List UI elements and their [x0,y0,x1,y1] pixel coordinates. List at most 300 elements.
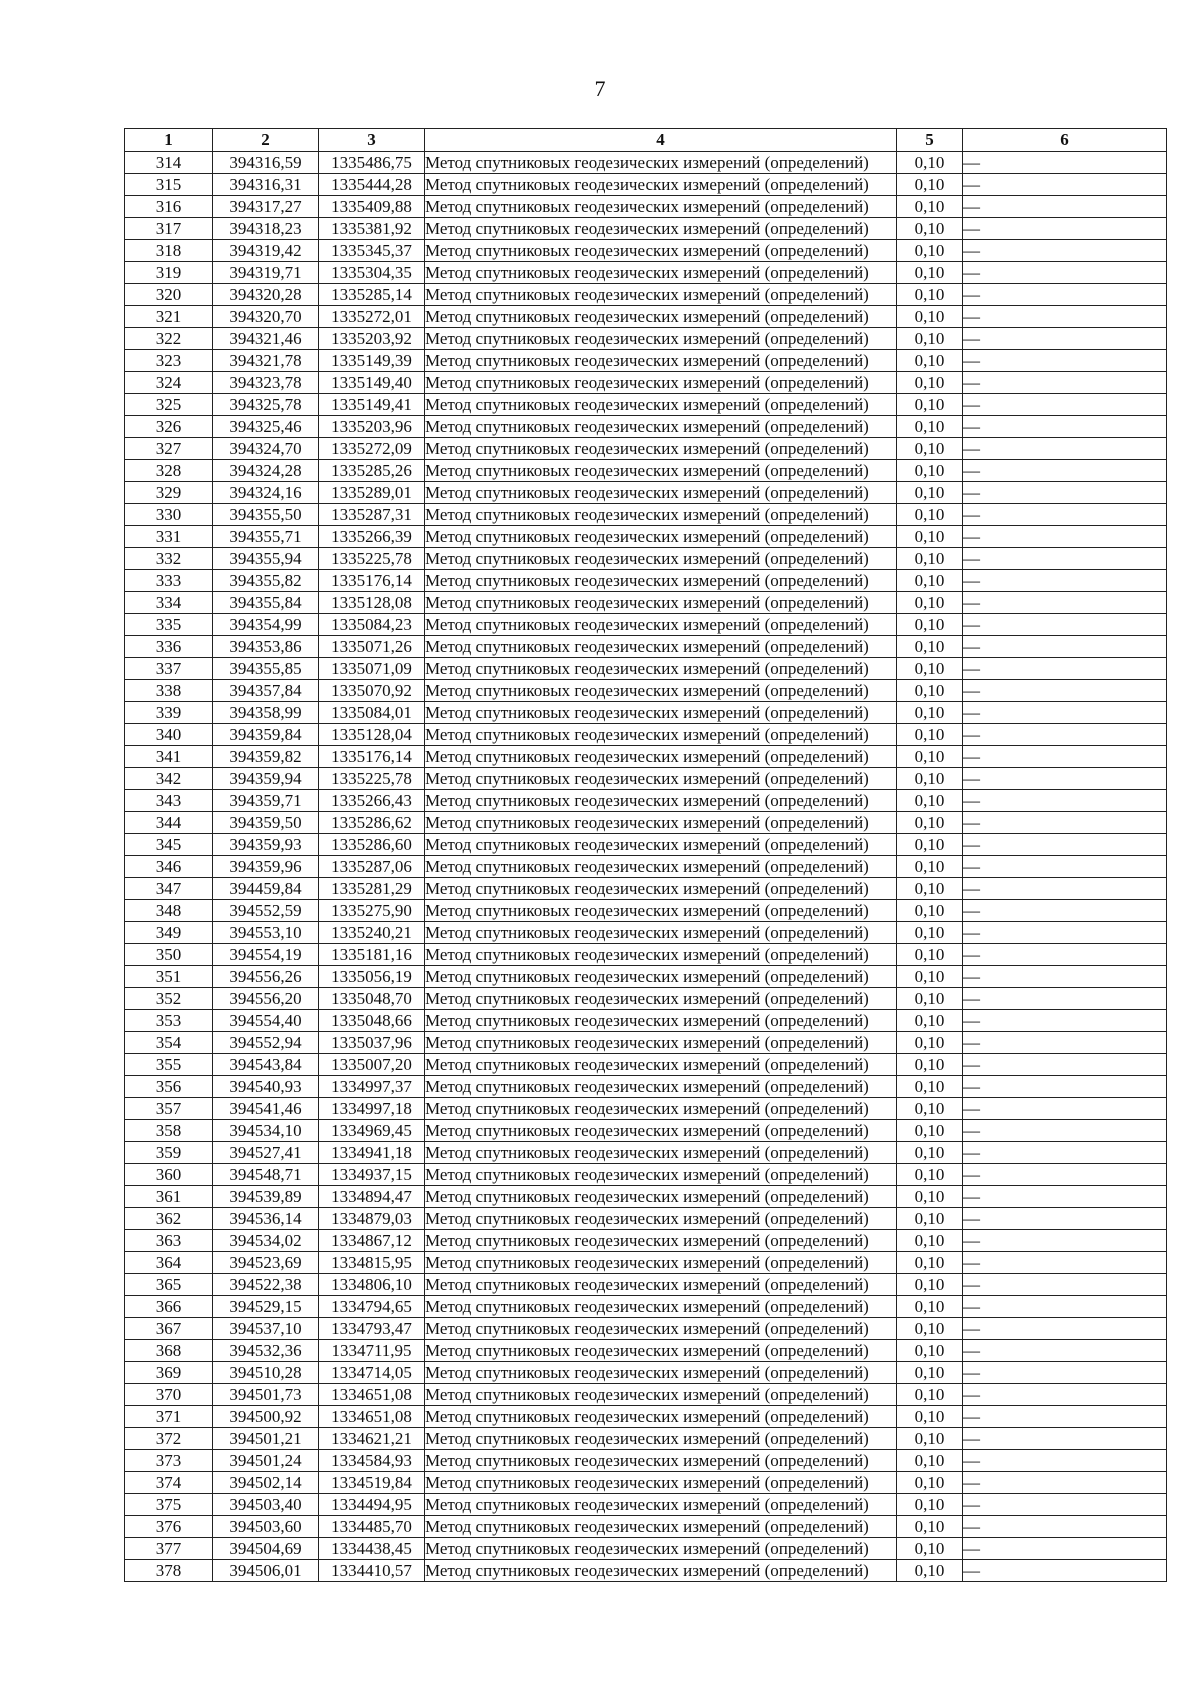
y-coordinate-cell: 1335281,29 [319,878,425,900]
accuracy-cell: 0,10 [897,614,963,636]
note-cell: — [963,152,1167,174]
note-cell: — [963,944,1167,966]
accuracy-cell: 0,10 [897,1230,963,1252]
y-coordinate-cell: 1334879,03 [319,1208,425,1230]
x-coordinate-cell: 394553,10 [213,922,319,944]
method-cell: Метод спутниковых геодезических измерений (определений) [425,724,897,746]
note-cell: — [963,262,1167,284]
y-coordinate-cell: 1334937,15 [319,1164,425,1186]
table-row [125,218,1167,240]
table-row [125,944,1167,966]
x-coordinate-cell: 394500,92 [213,1406,319,1428]
point-number-cell: 314 [125,152,213,174]
x-coordinate-cell: 394355,71 [213,526,319,548]
accuracy-cell: 0,10 [897,900,963,922]
note-cell: — [963,1098,1167,1120]
table-row [125,1274,1167,1296]
point-number-cell: 316 [125,196,213,218]
accuracy-cell: 0,10 [897,262,963,284]
method-cell: Метод спутниковых геодезических измерений (определений) [425,988,897,1010]
point-number-cell: 340 [125,724,213,746]
accuracy-cell: 0,10 [897,416,963,438]
y-coordinate-cell: 1335071,26 [319,636,425,658]
accuracy-cell: 0,10 [897,504,963,526]
method-cell: Метод спутниковых геодезических измерений (определений) [425,460,897,482]
x-coordinate-cell: 394355,94 [213,548,319,570]
table-row [125,152,1167,174]
x-coordinate-cell: 394506,01 [213,1560,319,1582]
x-coordinate-cell: 394359,84 [213,724,319,746]
note-cell: — [963,1406,1167,1428]
x-coordinate-cell: 394359,96 [213,856,319,878]
table-row [125,1054,1167,1076]
y-coordinate-cell: 1335287,31 [319,504,425,526]
table-row [125,240,1167,262]
point-number-cell: 361 [125,1186,213,1208]
y-coordinate-cell: 1334941,18 [319,1142,425,1164]
note-cell: — [963,174,1167,196]
method-cell: Метод спутниковых геодезических измерений (определений) [425,1318,897,1340]
point-number-cell: 326 [125,416,213,438]
accuracy-cell: 0,10 [897,306,963,328]
accuracy-cell: 0,10 [897,1010,963,1032]
x-coordinate-cell: 394532,36 [213,1340,319,1362]
note-cell: — [963,658,1167,680]
note-cell: — [963,768,1167,790]
point-number-cell: 343 [125,790,213,812]
table-row [125,306,1167,328]
point-number-cell: 331 [125,526,213,548]
note-cell: — [963,724,1167,746]
table-row [125,812,1167,834]
y-coordinate-cell: 1335007,20 [319,1054,425,1076]
point-number-cell: 322 [125,328,213,350]
y-coordinate-cell: 1334494,95 [319,1494,425,1516]
y-coordinate-cell: 1335149,40 [319,372,425,394]
accuracy-cell: 0,10 [897,922,963,944]
y-coordinate-cell: 1335056,19 [319,966,425,988]
x-coordinate-cell: 394510,28 [213,1362,319,1384]
note-cell: — [963,1428,1167,1450]
y-coordinate-cell: 1335266,43 [319,790,425,812]
accuracy-cell: 0,10 [897,1208,963,1230]
note-cell: — [963,284,1167,306]
column-header-6: 6 [963,129,1167,152]
table-row [125,570,1167,592]
point-number-cell: 327 [125,438,213,460]
point-number-cell: 321 [125,306,213,328]
x-coordinate-cell: 394552,94 [213,1032,319,1054]
accuracy-cell: 0,10 [897,944,963,966]
method-cell: Метод спутниковых геодезических измерений (определений) [425,636,897,658]
note-cell: — [963,218,1167,240]
y-coordinate-cell: 1335181,16 [319,944,425,966]
x-coordinate-cell: 394321,78 [213,350,319,372]
note-cell: — [963,1516,1167,1538]
accuracy-cell: 0,10 [897,1340,963,1362]
x-coordinate-cell: 394325,78 [213,394,319,416]
method-cell: Метод спутниковых геодезических измерений (определений) [425,1472,897,1494]
x-coordinate-cell: 394319,71 [213,262,319,284]
y-coordinate-cell: 1334997,37 [319,1076,425,1098]
method-cell: Метод спутниковых геодезических измерений (определений) [425,196,897,218]
y-coordinate-cell: 1334794,65 [319,1296,425,1318]
method-cell: Метод спутниковых геодезических измерений (определений) [425,548,897,570]
note-cell: — [963,1252,1167,1274]
method-cell: Метод спутниковых геодезических измерений (определений) [425,1032,897,1054]
y-coordinate-cell: 1334410,57 [319,1560,425,1582]
x-coordinate-cell: 394359,50 [213,812,319,834]
method-cell: Метод спутниковых геодезических измерений (определений) [425,614,897,636]
accuracy-cell: 0,10 [897,438,963,460]
coordinates-table [124,128,1167,1582]
accuracy-cell: 0,10 [897,284,963,306]
accuracy-cell: 0,10 [897,1450,963,1472]
accuracy-cell: 0,10 [897,592,963,614]
table-row [125,548,1167,570]
x-coordinate-cell: 394324,16 [213,482,319,504]
y-coordinate-cell: 1334519,84 [319,1472,425,1494]
column-header-2: 2 [213,129,319,152]
page-number: 7 [594,76,606,101]
point-number-cell: 369 [125,1362,213,1384]
point-number-cell: 347 [125,878,213,900]
y-coordinate-cell: 1335381,92 [319,218,425,240]
table-row [125,1296,1167,1318]
method-cell: Метод спутниковых геодезических измерений (определений) [425,1208,897,1230]
y-coordinate-cell: 1335289,01 [319,482,425,504]
y-coordinate-cell: 1335203,92 [319,328,425,350]
accuracy-cell: 0,10 [897,1296,963,1318]
y-coordinate-cell: 1335486,75 [319,152,425,174]
point-number-cell: 378 [125,1560,213,1582]
x-coordinate-cell: 394552,59 [213,900,319,922]
note-cell: — [963,966,1167,988]
y-coordinate-cell: 1334969,45 [319,1120,425,1142]
accuracy-cell: 0,10 [897,768,963,790]
point-number-cell: 354 [125,1032,213,1054]
table-row [125,504,1167,526]
accuracy-cell: 0,10 [897,174,963,196]
y-coordinate-cell: 1335266,39 [319,526,425,548]
accuracy-cell: 0,10 [897,526,963,548]
column-header-3: 3 [319,129,425,152]
y-coordinate-cell: 1335149,41 [319,394,425,416]
accuracy-cell: 0,10 [897,658,963,680]
x-coordinate-cell: 394359,71 [213,790,319,812]
method-cell: Метод спутниковых геодезических измерений (определений) [425,350,897,372]
point-number-cell: 319 [125,262,213,284]
method-cell: Метод спутниковых геодезических измерений (определений) [425,1186,897,1208]
note-cell: — [963,1340,1167,1362]
x-coordinate-cell: 394318,23 [213,218,319,240]
y-coordinate-cell: 1335286,62 [319,812,425,834]
x-coordinate-cell: 394325,46 [213,416,319,438]
point-number-cell: 350 [125,944,213,966]
x-coordinate-cell: 394523,69 [213,1252,319,1274]
method-cell: Метод спутниковых геодезических измерений (определений) [425,1296,897,1318]
point-number-cell: 330 [125,504,213,526]
table-row [125,658,1167,680]
point-number-cell: 337 [125,658,213,680]
x-coordinate-cell: 394502,14 [213,1472,319,1494]
method-cell: Метод спутниковых геодезических измерений (определений) [425,922,897,944]
table-row [125,1340,1167,1362]
accuracy-cell: 0,10 [897,152,963,174]
table-row [125,592,1167,614]
x-coordinate-cell: 394501,21 [213,1428,319,1450]
point-number-cell: 335 [125,614,213,636]
point-number-cell: 317 [125,218,213,240]
point-number-cell: 324 [125,372,213,394]
table-row [125,922,1167,944]
note-cell: — [963,746,1167,768]
table-row [125,988,1167,1010]
method-cell: Метод спутниковых геодезических измерений (определений) [425,900,897,922]
table-row [125,856,1167,878]
y-coordinate-cell: 1334584,93 [319,1450,425,1472]
point-number-cell: 328 [125,460,213,482]
y-coordinate-cell: 1335149,39 [319,350,425,372]
table-body [125,152,1167,1582]
accuracy-cell: 0,10 [897,460,963,482]
table-row [125,394,1167,416]
method-cell: Метод спутниковых геодезических измерений (определений) [425,1274,897,1296]
y-coordinate-cell: 1334867,12 [319,1230,425,1252]
table-row [125,526,1167,548]
y-coordinate-cell: 1334894,47 [319,1186,425,1208]
method-cell: Метод спутниковых геодезических измерений (определений) [425,218,897,240]
note-cell: — [963,1296,1167,1318]
table-row [125,966,1167,988]
note-cell: — [963,438,1167,460]
point-number-cell: 338 [125,680,213,702]
method-cell: Метод спутниковых геодезических измерений (определений) [425,680,897,702]
table-row [125,1010,1167,1032]
note-cell: — [963,878,1167,900]
point-number-cell: 357 [125,1098,213,1120]
table-row [125,1164,1167,1186]
method-cell: Метод спутниковых геодезических измерений (определений) [425,526,897,548]
table-row [125,768,1167,790]
note-cell: — [963,1560,1167,1582]
y-coordinate-cell: 1335128,08 [319,592,425,614]
y-coordinate-cell: 1335203,96 [319,416,425,438]
accuracy-cell: 0,10 [897,1076,963,1098]
method-cell: Метод спутниковых геодезических измерений (определений) [425,1516,897,1538]
accuracy-cell: 0,10 [897,1164,963,1186]
table-row [125,878,1167,900]
note-cell: — [963,350,1167,372]
accuracy-cell: 0,10 [897,1142,963,1164]
accuracy-cell: 0,10 [897,1318,963,1340]
method-cell: Метод спутниковых геодезических измерений (определений) [425,1098,897,1120]
note-cell: — [963,1054,1167,1076]
y-coordinate-cell: 1334651,08 [319,1384,425,1406]
column-header-5: 5 [897,129,963,152]
y-coordinate-cell: 1335128,04 [319,724,425,746]
table-row [125,460,1167,482]
table-row [125,1472,1167,1494]
y-coordinate-cell: 1335304,35 [319,262,425,284]
method-cell: Метод спутниковых геодезических измерений (определений) [425,1230,897,1252]
table-row [125,1516,1167,1538]
method-cell: Метод спутниковых геодезических измерений (определений) [425,1384,897,1406]
x-coordinate-cell: 394540,93 [213,1076,319,1098]
method-cell: Метод спутниковых геодезических измерений (определений) [425,1362,897,1384]
accuracy-cell: 0,10 [897,1186,963,1208]
table-row [125,1362,1167,1384]
note-cell: — [963,460,1167,482]
y-coordinate-cell: 1335225,78 [319,548,425,570]
x-coordinate-cell: 394503,40 [213,1494,319,1516]
x-coordinate-cell: 394548,71 [213,1164,319,1186]
x-coordinate-cell: 394353,86 [213,636,319,658]
note-cell: — [963,1230,1167,1252]
accuracy-cell: 0,10 [897,350,963,372]
y-coordinate-cell: 1334651,08 [319,1406,425,1428]
y-coordinate-cell: 1334806,10 [319,1274,425,1296]
note-cell: — [963,680,1167,702]
note-cell: — [963,1450,1167,1472]
y-coordinate-cell: 1335084,01 [319,702,425,724]
table-row [125,1142,1167,1164]
accuracy-cell: 0,10 [897,548,963,570]
y-coordinate-cell: 1335071,09 [319,658,425,680]
table-row [125,1494,1167,1516]
note-cell: — [963,1538,1167,1560]
note-cell: — [963,1472,1167,1494]
method-cell: Метод спутниковых геодезических измерений (определений) [425,482,897,504]
table-row [125,196,1167,218]
table-row [125,482,1167,504]
accuracy-cell: 0,10 [897,1362,963,1384]
point-number-cell: 323 [125,350,213,372]
y-coordinate-cell: 1334815,95 [319,1252,425,1274]
table-row [125,1098,1167,1120]
table-header-row [125,129,1167,152]
y-coordinate-cell: 1335272,09 [319,438,425,460]
point-number-cell: 341 [125,746,213,768]
note-cell: — [963,592,1167,614]
accuracy-cell: 0,10 [897,636,963,658]
x-coordinate-cell: 394323,78 [213,372,319,394]
note-cell: — [963,812,1167,834]
x-coordinate-cell: 394317,27 [213,196,319,218]
y-coordinate-cell: 1335070,92 [319,680,425,702]
accuracy-cell: 0,10 [897,988,963,1010]
point-number-cell: 367 [125,1318,213,1340]
method-cell: Метод спутниковых геодезических измерений (определений) [425,438,897,460]
method-cell: Метод спутниковых геодезических измерений (определений) [425,702,897,724]
y-coordinate-cell: 1335444,28 [319,174,425,196]
x-coordinate-cell: 394503,60 [213,1516,319,1538]
x-coordinate-cell: 394554,19 [213,944,319,966]
point-number-cell: 351 [125,966,213,988]
y-coordinate-cell: 1335084,23 [319,614,425,636]
method-cell: Метод спутниковых геодезических измерений (определений) [425,240,897,262]
point-number-cell: 372 [125,1428,213,1450]
point-number-cell: 374 [125,1472,213,1494]
note-cell: — [963,1494,1167,1516]
method-cell: Метод спутниковых геодезических измерений (определений) [425,1164,897,1186]
point-number-cell: 356 [125,1076,213,1098]
table-row [125,262,1167,284]
point-number-cell: 366 [125,1296,213,1318]
method-cell: Метод спутниковых геодезических измерений (определений) [425,1142,897,1164]
accuracy-cell: 0,10 [897,482,963,504]
point-number-cell: 320 [125,284,213,306]
point-number-cell: 334 [125,592,213,614]
x-coordinate-cell: 394359,93 [213,834,319,856]
point-number-cell: 364 [125,1252,213,1274]
note-cell: — [963,834,1167,856]
table-row [125,438,1167,460]
accuracy-cell: 0,10 [897,812,963,834]
y-coordinate-cell: 1335409,88 [319,196,425,218]
point-number-cell: 352 [125,988,213,1010]
note-cell: — [963,240,1167,262]
accuracy-cell: 0,10 [897,1384,963,1406]
table-row [125,724,1167,746]
method-cell: Метод спутниковых геодезических измерений (определений) [425,284,897,306]
accuracy-cell: 0,10 [897,1120,963,1142]
note-cell: — [963,1186,1167,1208]
method-cell: Метод спутниковых геодезических измерений (определений) [425,812,897,834]
method-cell: Метод спутниковых геодезических измерений (определений) [425,944,897,966]
y-coordinate-cell: 1334793,47 [319,1318,425,1340]
point-number-cell: 377 [125,1538,213,1560]
x-coordinate-cell: 394459,84 [213,878,319,900]
method-cell: Метод спутниковых геодезических измерений (определений) [425,1054,897,1076]
note-cell: — [963,372,1167,394]
method-cell: Метод спутниковых геодезических измерений (определений) [425,966,897,988]
table-row [125,350,1167,372]
y-coordinate-cell: 1334438,45 [319,1538,425,1560]
method-cell: Метод спутниковых геодезических измерений (определений) [425,174,897,196]
note-cell: — [963,306,1167,328]
x-coordinate-cell: 394554,40 [213,1010,319,1032]
note-cell: — [963,1384,1167,1406]
point-number-cell: 373 [125,1450,213,1472]
y-coordinate-cell: 1335225,78 [319,768,425,790]
note-cell: — [963,1318,1167,1340]
point-number-cell: 329 [125,482,213,504]
x-coordinate-cell: 394316,59 [213,152,319,174]
table-row [125,416,1167,438]
table-row [125,636,1167,658]
y-coordinate-cell: 1335048,70 [319,988,425,1010]
point-number-cell: 376 [125,1516,213,1538]
point-number-cell: 315 [125,174,213,196]
table-row [125,1186,1167,1208]
table-row [125,174,1167,196]
x-coordinate-cell: 394536,14 [213,1208,319,1230]
accuracy-cell: 0,10 [897,570,963,592]
x-coordinate-cell: 394504,69 [213,1538,319,1560]
method-cell: Метод спутниковых геодезических измерений (определений) [425,1010,897,1032]
method-cell: Метод спутниковых геодезических измерений (определений) [425,1494,897,1516]
table-row [125,1406,1167,1428]
column-header-1: 1 [125,129,213,152]
accuracy-cell: 0,10 [897,724,963,746]
method-cell: Метод спутниковых геодезических измерений (определений) [425,790,897,812]
x-coordinate-cell: 394501,73 [213,1384,319,1406]
accuracy-cell: 0,10 [897,196,963,218]
x-coordinate-cell: 394320,28 [213,284,319,306]
y-coordinate-cell: 1334711,95 [319,1340,425,1362]
note-cell: — [963,1362,1167,1384]
